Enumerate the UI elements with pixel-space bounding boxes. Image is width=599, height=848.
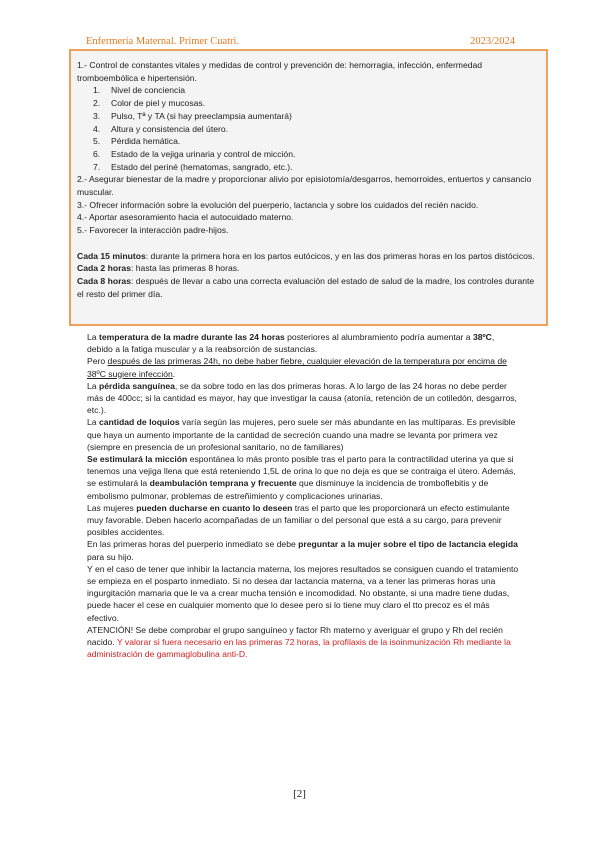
- schedule-8-hours: Cada 8 horas: después de llevar a cabo una correcta evaluación del estado de salud de la madre, los controles durante el resto del primer día.: [77, 275, 535, 299]
- header-course-title: Enfermería Maternal. Primer Cuatri.: [86, 36, 240, 47]
- paragraph-micturition: Se estimulará la micción espontánea lo más pronto posible tras el parto para la contractilidad uterina ya que si tenemos una vejiga llena que está reteniendo 1,5L de orina lo que no deja es que se contraiga el útero. Además, se estimulará la deambulación temprana y frecuente que disminuye la incidencia de tromboflebitis y de embolismo pulmonar, problemas de estreñimiento y complicaciones urinarias.: [87, 454, 516, 501]
- paragraph-lactation-inhibition: Y en el caso de tener que inhibir la lactancia materna, los mejores resultados se consiguen cuando el tratamiento se empieza en el posparto inmediato. Si no desea dar lactancia materna, va a tener las primeras horas una ingurgitación mamaria que le va a crear mucha tensión e incomodidad. No obstante, si una madre tiene dudas, puede hacer el cese en cualquier momento que lo desee pero si lo tiene muy claro el tto precoz es el más efectivo.: [87, 563, 519, 623]
- page-number: [2]: [293, 788, 306, 800]
- schedule-2-hours: Cada 2 horas: hasta las primeras 8 horas.: [77, 263, 240, 274]
- main-text: [87, 331, 519, 660]
- paragraph-lochia: La cantidad de loquios varía según las mujeres, pero suele ser más abundante en las multíparas. Es previsible que haya un aumento importante de la cantidad de secreción cuando una madre se levanta por primera vez (siempre en presencia de un profesional sanitario, no de familiares): [87, 417, 516, 452]
- list-item: 7. Estado del periné (hematomas, sangrado, etc.).: [93, 161, 293, 172]
- page-header: [86, 36, 515, 50]
- objective-2: 2.- Asegurar bienestar de la madre y proporcionar alivio por episiotomía/desgarros, hemorroides, entuertos y cansancio muscular.: [77, 174, 532, 198]
- paragraph-lactation-choice: En las primeras horas del puerperio inmediato se debe preguntar a la mujer sobre el tipo de lactancia elegida para su hijo.: [87, 539, 518, 562]
- list-item: 6. Estado de la vejiga urinaria y control de micción.: [93, 148, 296, 159]
- objective-3: 3.- Ofrecer información sobre la evolución del puerperio, lactancia y sobre los cuidados del recién nacido.: [77, 199, 479, 210]
- list-item: 2. Color de piel y mucosas.: [93, 98, 206, 109]
- vital-signs-list: [77, 84, 540, 173]
- list-item: 3. Pulso, Tª y TA (si hay preeclampsia aumentará): [93, 110, 292, 121]
- list-item: 5. Pérdida hemática.: [93, 136, 181, 147]
- paragraph-blood-loss: La pérdida sanguínea, se da sobre todo en las dos primeras horas. A lo largo de las 24 horas no debe perder más de 400cc; si la cantidad es mayor, hay que investigar la causa (atonía, retención de un cotiledón, desgarros, etc.).: [87, 380, 517, 416]
- care-objectives-box: [69, 49, 548, 326]
- paragraph-temperature: La temperatura de la madre durante las 24 horas posteriores al alumbramiento podría aumentar a 38ºC, debido a la fatiga muscular y a la reabsorción de sustancias.: [87, 332, 495, 355]
- list-item: 4. Altura y consistencia del útero.: [93, 123, 229, 134]
- list-item: 1. Nivel de conciencia: [93, 85, 186, 96]
- schedule-15-min: Cada 15 minutos: durante la primera hora en los partos eutócicos, y en las dos primeras horas en los partos distócicos.: [77, 250, 535, 261]
- paragraph-shower: Las mujeres pueden ducharse en cuanto lo deseen tras el parto que les proporcionará un efecto estimulante muy favorable. Deben hacerlo acompañadas de un familiar o del personal que está a su cargo, para prevenir posibles accidentes.: [87, 502, 510, 538]
- objective-4: 4.- Aportar asesoramiento hacia el autocuidado materno.: [77, 212, 294, 223]
- objective-5: 5.- Favorecer la interacción padre-hijos.: [77, 225, 229, 236]
- header-year: 2023/2024: [470, 36, 515, 47]
- paragraph-attention-rh: ATENCIÓN! Se debe comprobar el grupo sanguíneo y factor Rh materno y averiguar el grupo y Rh del recién nacido. Y valorar si fuera necesario en las primeras 72 horas, la profilaxis de la isoinmunización Rh mediante la administración de gammaglobulina anti-D.: [87, 624, 511, 660]
- objective-1: 1.- Control de constantes vitales y medidas de control y prevención de: hemorragia, infección, enfermedad tromboembólica e hipertensión.: [77, 60, 483, 83]
- paragraph-fever: Pero después de las primeras 24h, no debe haber fiebre, cualquier elevación de la temperatura por encima de 38ºC sugiere infección.: [87, 356, 507, 379]
